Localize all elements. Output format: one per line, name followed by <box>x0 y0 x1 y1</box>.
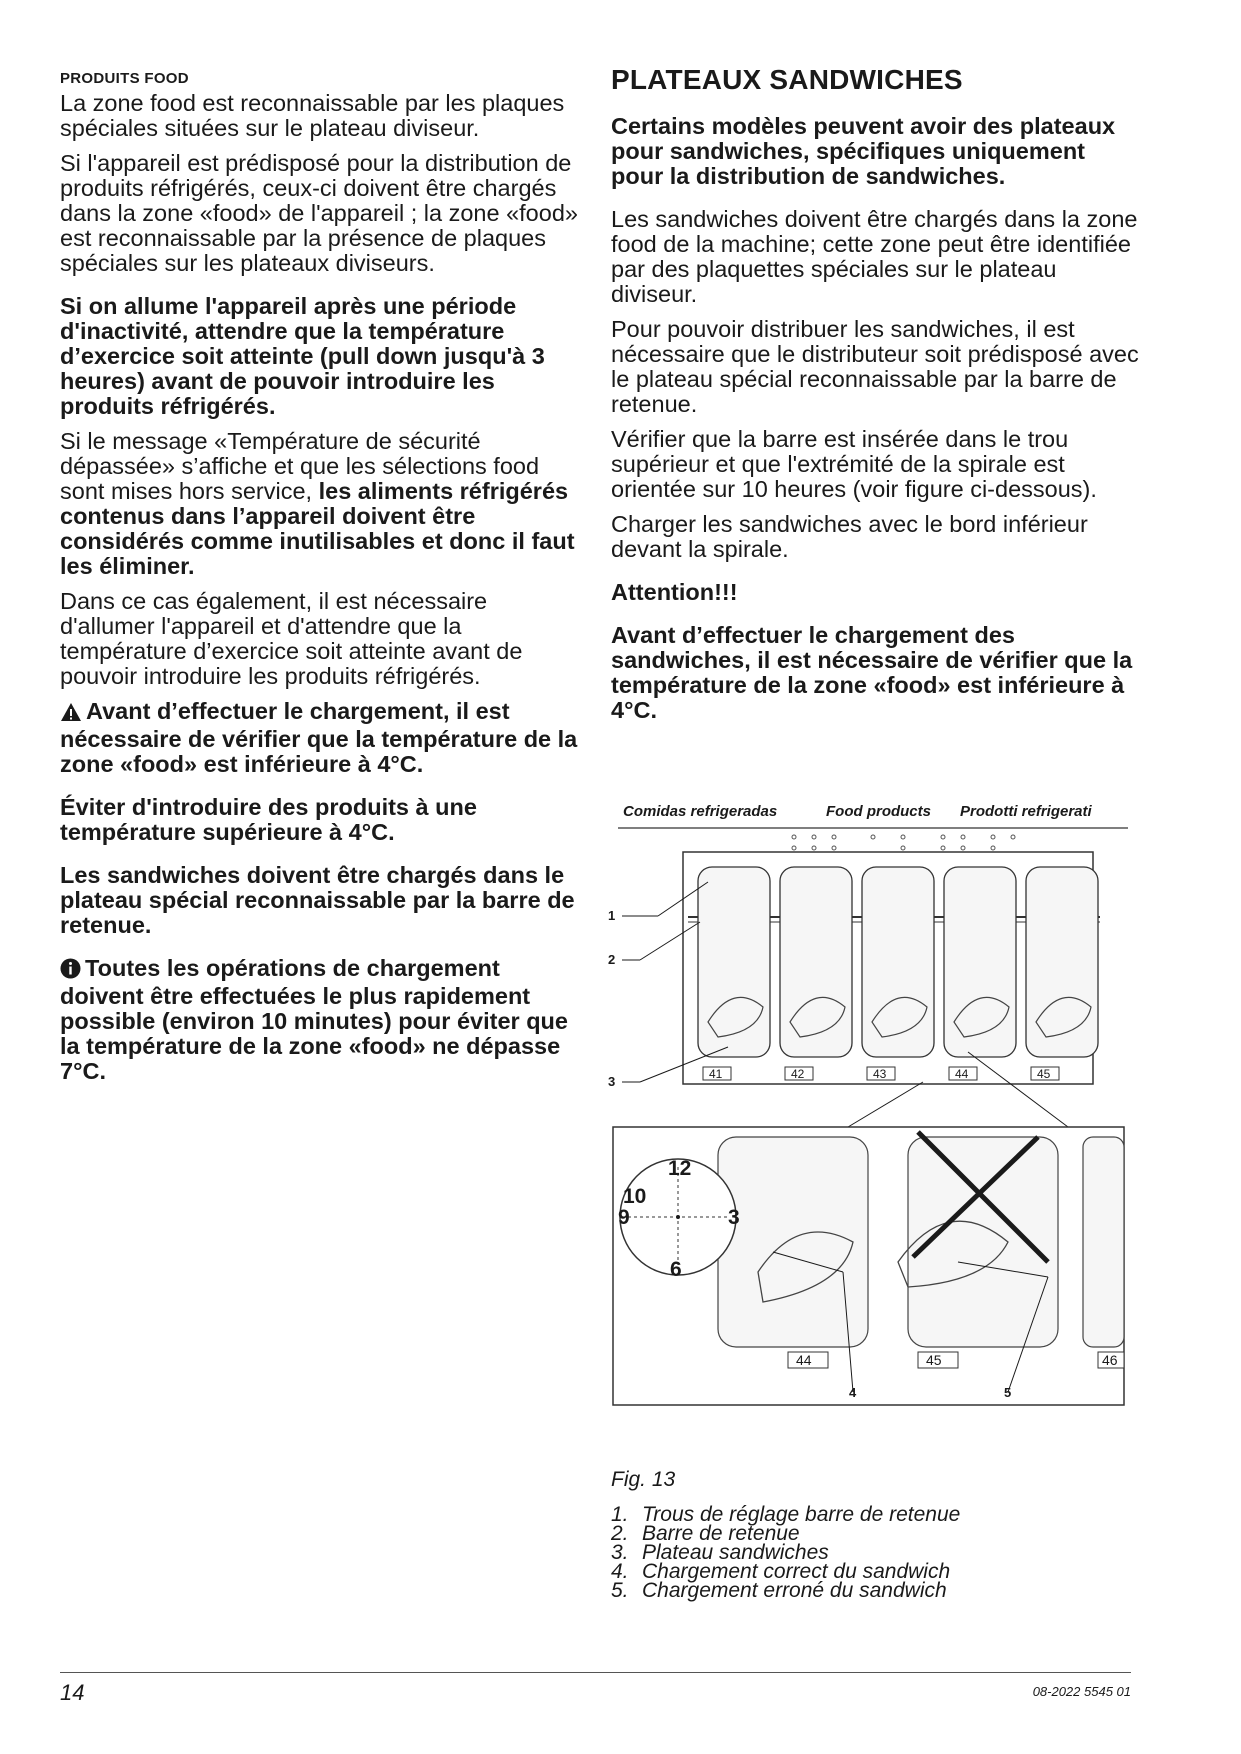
bold-paragraph: Éviter d'introduire des produits à une température supérieure à 4°C. <box>60 794 477 845</box>
section-label: PRODUITS FOOD <box>60 70 189 87</box>
info-text: Toutes les opérations de chargement doivent être effectuées le plus rapidement possible (environ 10 minutes) pour éviter que la température de la zone «food» ne dépasse 7°C. <box>60 955 568 1084</box>
bold-paragraph: Avant d’effectuer le chargement des sandwiches, il est nécessaire de vérifier que la température de la zone «food» est inférieure à 4°C. <box>611 622 1133 723</box>
clock-6: 6 <box>670 1258 682 1281</box>
slot-label: 44 <box>955 1067 969 1081</box>
figure-illustration <box>608 792 1130 1486</box>
warning-icon <box>60 702 82 727</box>
figure-legend <box>611 1505 960 1600</box>
paragraph: Pour pouvoir distribuer les sandwiches, il est nécessaire que le distributeur soit prédisposé avec le plateau spécial reconnaissable par la barre de retenue. <box>611 316 1139 417</box>
document-code: 08-2022 5545 01 <box>1032 1684 1131 1699</box>
slot-label: 45 <box>1037 1067 1051 1081</box>
figure-13 <box>608 792 1130 1486</box>
warning-text: Avant d’effectuer le chargement, il est nécessaire de vérifier que la température de la zone «food» est inférieure à 4°C. <box>60 698 578 777</box>
paragraph: Charger les sandwiches avec le bord inférieur devant la spirale. <box>611 511 1088 562</box>
callout-3: 3 <box>608 1074 616 1089</box>
attention-label: Attention!!! <box>611 579 738 605</box>
paragraph: Vérifier que la barre est insérée dans le trou supérieur et que l'extrémité de la spirale est orientée sur 10 heures (voir figure ci-dessous). <box>611 426 1097 502</box>
page-number: 14 <box>60 1680 85 1705</box>
text-span: Si le message «Température de sécurité dépassée» s’affiche et que les sélections food sont mises hors service, <box>60 428 540 504</box>
bold-paragraph: Si on allume l'appareil après une période d'inactivité, attendre que la température d’exercice soit atteinte (pull down jusqu'à 3 heures) avant de pouvoir introduire les produits réfrigérés. <box>60 293 545 419</box>
detail-slot-label: 46 <box>1102 1352 1118 1368</box>
callout-1: 1 <box>608 908 616 923</box>
clock-3: 3 <box>728 1206 740 1229</box>
paragraph: Les sandwiches doivent être chargés dans la zone food de la machine; cette zone peut être identifiée par des plaquettes spéciales sur le plateau diviseur. <box>611 206 1138 307</box>
callout-2: 2 <box>608 952 616 967</box>
paragraph: La zone food est reconnaissable par les plaques spéciales situées sur le plateau diviseur. <box>60 90 565 141</box>
callout-4: 4 <box>849 1385 857 1400</box>
label-comidas: Comidas refrigeradas <box>623 803 778 820</box>
detail-slot-label: 45 <box>926 1352 942 1368</box>
clock-12: 12 <box>668 1157 692 1180</box>
label-food-products: Food products <box>826 803 931 820</box>
info-icon <box>60 958 81 984</box>
paragraph: Si l'appareil est prédisposé pour la distribution de produits réfrigérés, ceux-ci doivent être chargés dans la zone «food» de l'appareil ; la zone «food» est reconnaissable par la présence de plaques spéciales sur les plateaux diviseurs. <box>60 150 578 276</box>
detail-slot-label: 44 <box>796 1352 812 1368</box>
figure-caption: Fig. 13 <box>611 1468 676 1491</box>
legend-item: 5. Chargement erroné du sandwich <box>611 1579 947 1602</box>
clock-9: 9 <box>618 1206 630 1229</box>
legend-item: 3. Plateau sandwiches <box>611 1541 829 1564</box>
clock-10: 10 <box>623 1185 647 1208</box>
slot-label: 42 <box>791 1067 805 1081</box>
right-column <box>611 64 1141 733</box>
paragraph: Dans ce cas également, il est nécessaire d'allumer l'appareil et d'attendre que la température d’exercice soit atteinte avant de pouvoir introduire les produits réfrigérés. <box>60 588 523 689</box>
legend-item: 1. Trous de réglage barre de retenue <box>611 1503 961 1526</box>
label-prodotti: Prodotti refrigerati <box>960 803 1092 820</box>
paragraph <box>60 429 580 579</box>
bold-paragraph: Certains modèles peuvent avoir des plateaux pour sandwiches, spécifiques uniquement pour la distribution de sandwiches. <box>611 113 1116 189</box>
slot-label: 43 <box>873 1067 887 1081</box>
left-column <box>60 70 580 1094</box>
footer-divider <box>60 1672 1131 1673</box>
callout-5: 5 <box>1004 1385 1012 1400</box>
bold-paragraph: Les sandwiches doivent être chargés dans le plateau spécial reconnaissable par la barre de retenue. <box>60 862 575 938</box>
section-title: PLATEAUX SANDWICHES <box>611 64 963 95</box>
warning-paragraph <box>60 699 580 777</box>
bold-span: les aliments réfrigérés contenus dans l’appareil doivent être considérés comme inutilisables et donc il faut les éliminer. <box>60 478 575 579</box>
legend-item: 2. Barre de retenue <box>611 1522 800 1545</box>
info-paragraph <box>60 956 580 1084</box>
slot-label: 41 <box>709 1067 723 1081</box>
legend-item: 4. Chargement correct du sandwich <box>611 1560 951 1583</box>
